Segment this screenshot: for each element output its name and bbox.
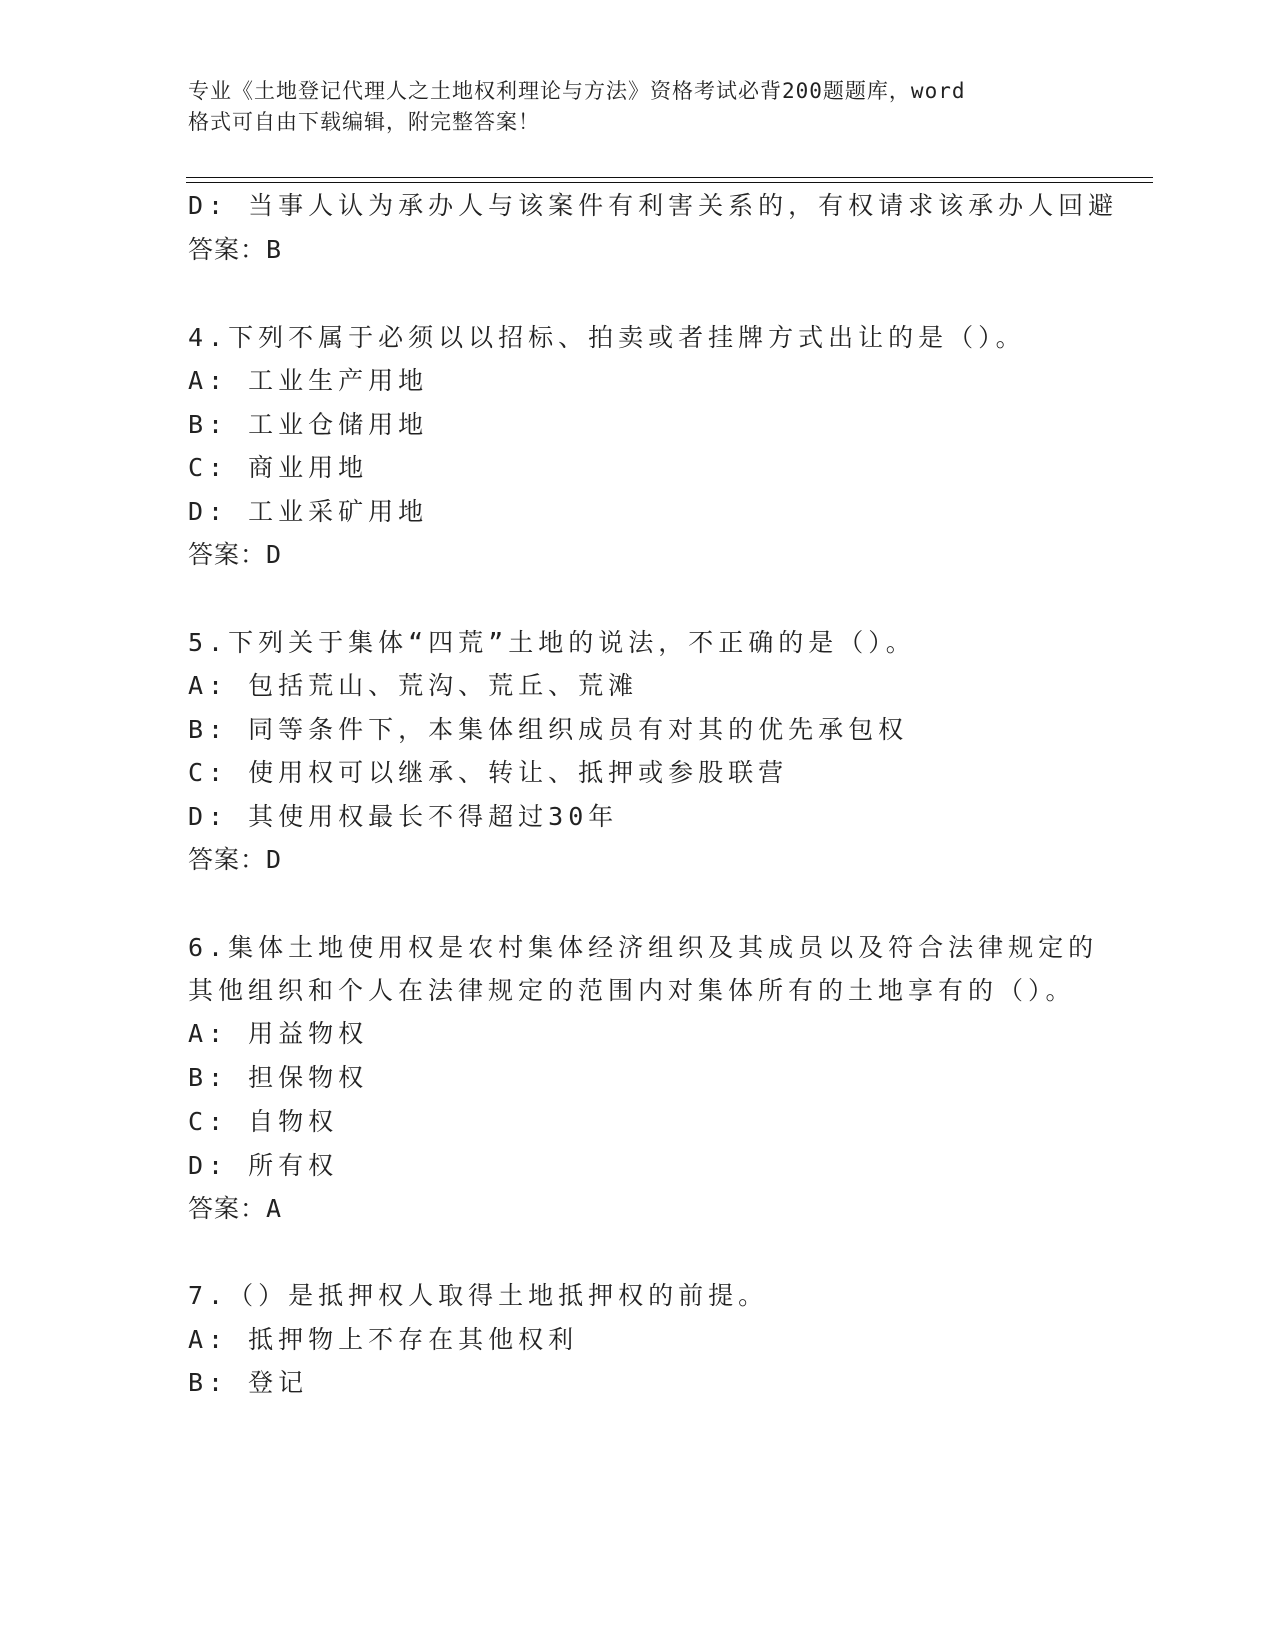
question-6-option-d: D: 所有权	[188, 1151, 339, 1180]
header-title-line-1: 专业《土地登记代理人之土地权利理论与方法》资格考试必背200题题库，word	[188, 79, 966, 103]
question-5-answer	[188, 844, 282, 876]
question-6-stem-line-2: 其他组织和个人在法律规定的范围内对集体所有的土地享有的（）。	[188, 976, 1076, 1005]
question-4-stem: 4.下列不属于必须以以招标、拍卖或者挂牌方式出让的是（）。	[188, 323, 1026, 352]
header-divider-bottom	[186, 182, 1153, 183]
answer-value: D	[266, 540, 283, 569]
header-title-line-2: 格式可自由下载编辑，附完整答案！	[188, 110, 540, 134]
header-divider-top	[186, 177, 1153, 178]
question-5-stem: 5.下列关于集体“四荒”土地的说法，不正确的是（）。	[188, 628, 916, 657]
question-6-option-c: C: 自物权	[188, 1107, 339, 1136]
question-5-option-d: D: 其使用权最长不得超过30年	[188, 802, 619, 831]
question-4-answer	[188, 539, 282, 571]
question-7-option-a: A: 抵押物上不存在其他权利	[188, 1325, 579, 1354]
question-6-option-b: B: 担保物权	[188, 1063, 369, 1092]
answer-label: 答案：	[188, 1194, 267, 1223]
answer-value: A	[266, 1194, 283, 1223]
question-4-option-c: C: 商业用地	[188, 453, 369, 482]
answer-value: D	[266, 845, 283, 874]
question-7-stem: 7.（）是抵押权人取得土地抵押权的前提。	[188, 1281, 769, 1310]
answer-label: 答案：	[188, 845, 267, 874]
question-5-option-c: C: 使用权可以继承、转让、抵押或参股联营	[188, 758, 789, 787]
answer-label: 答案：	[188, 540, 267, 569]
document-header	[188, 76, 1068, 138]
question-6-stem-line-1: 6.集体土地使用权是农村集体经济组织及其成员以及符合法律规定的	[188, 933, 1099, 962]
question-6-option-a: A: 用益物权	[188, 1019, 369, 1048]
question-4-option-d: D: 工业采矿用地	[188, 497, 429, 526]
question-4-option-a: A: 工业生产用地	[188, 366, 429, 395]
question-4-option-b: B: 工业仓储用地	[188, 410, 429, 439]
question-5-option-b: B: 同等条件下，本集体组织成员有对其的优先承包权	[188, 715, 909, 744]
question-6-answer	[188, 1193, 282, 1225]
question-7-option-b: B: 登记	[188, 1368, 309, 1397]
answer-label: 答案：	[188, 235, 267, 264]
prev-question-answer	[188, 234, 282, 266]
answer-value: B	[266, 235, 283, 264]
prev-question-option-d: D: 当事人认为承办人与该案件有利害关系的，有权请求该承办人回避	[188, 191, 1119, 220]
question-5-option-a: A: 包括荒山、荒沟、荒丘、荒滩	[188, 671, 639, 700]
